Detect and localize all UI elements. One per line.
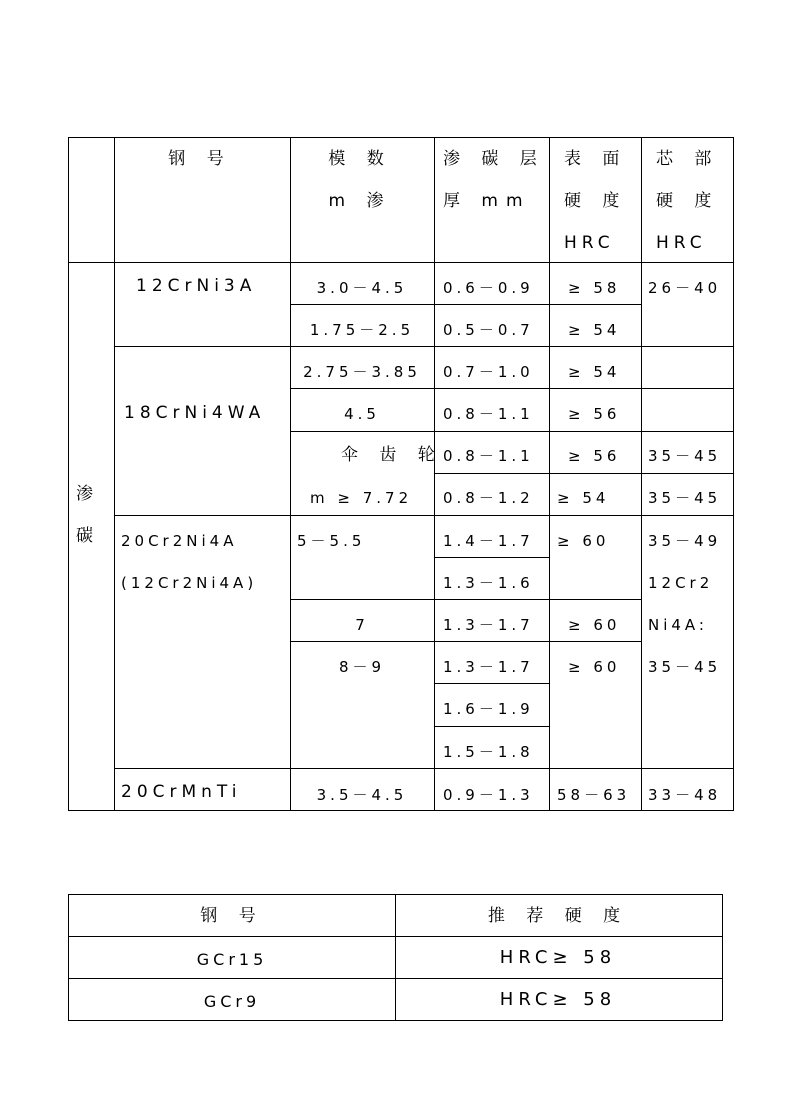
case-value: 1.5－1.8: [443, 743, 534, 761]
case-value: 1.3－1.6: [443, 574, 534, 592]
core-value: 33－48: [648, 786, 722, 804]
module-value: 1.75－2.5: [309, 321, 415, 339]
module-value: 8－9: [338, 658, 386, 676]
grade-label: 20CrMnTi: [121, 782, 242, 802]
surface-value: ≥ 60: [568, 616, 621, 634]
process-label-line2: 碳: [76, 526, 101, 546]
header-surface-line1: 表 面: [564, 149, 628, 169]
module-cell: [290, 515, 435, 600]
core-cell: [641, 346, 734, 389]
case-value: 1.4－1.7: [443, 532, 534, 550]
core-value: Ni4A:: [648, 616, 708, 634]
header-hardness: 推 荐 硬 度: [487, 906, 629, 926]
surface-value: ≥ 58: [568, 279, 621, 297]
case-value: 0.9－1.3: [443, 786, 534, 804]
header-module-line1: 模 数: [328, 149, 392, 169]
surface-value: ≥ 60: [557, 532, 610, 550]
header-core-line1: 芯 部: [656, 149, 720, 169]
grade-value: GCr9: [203, 992, 261, 1011]
header-surface-line3: HRC: [564, 233, 615, 253]
grade-cell: [114, 346, 291, 516]
core-cell: [641, 515, 734, 769]
case-value: 0.5－0.7: [443, 321, 534, 339]
core-value: 35－45: [648, 447, 722, 465]
module-value: 4.5: [344, 405, 380, 423]
module-value: 5－5.5: [297, 532, 366, 550]
header-core-line2: 硬 度: [656, 191, 720, 211]
header-steel-grade: 钢 号: [168, 149, 232, 169]
case-value: 1.3－1.7: [443, 658, 534, 676]
grade-label-alt: (12Cr2Ni4A): [121, 574, 258, 592]
hardness-value: HRC≥ 58: [499, 947, 617, 968]
header-surface-line2: 硬 度: [564, 191, 628, 211]
grade-value: GCr15: [196, 950, 268, 969]
core-value: 35－45: [648, 489, 722, 507]
core-value: 35－45: [648, 658, 722, 676]
grade-label: 12CrNi3A: [136, 276, 257, 296]
core-value: 26－40: [648, 279, 722, 297]
module-value: 2.75－3.85: [303, 363, 421, 381]
surface-value: 58－63: [557, 786, 631, 804]
header-case-line1: 渗 碳 层: [443, 149, 545, 169]
header-module-line2: m 渗: [328, 191, 392, 211]
core-cell: [641, 262, 734, 347]
hardness-value: HRC≥ 58: [499, 989, 617, 1010]
grade-label: 18CrNi4WA: [124, 403, 266, 423]
header-core-line3: HRC: [656, 233, 707, 253]
case-value: 0.6－0.9: [443, 279, 534, 297]
module-value: m ≥ 7.72: [310, 489, 413, 507]
case-value: 1.6－1.9: [443, 700, 534, 718]
case-value: 0.8－1.2: [443, 489, 534, 507]
surface-cell: [549, 515, 642, 600]
case-value: 0.7－1.0: [443, 363, 534, 381]
core-value: 12Cr2: [648, 574, 714, 592]
module-value: 伞 齿 轮: [341, 445, 443, 465]
process-label-line1: 渗: [76, 484, 101, 504]
case-value: 1.3－1.7: [443, 616, 534, 634]
module-value: 3.5－4.5: [316, 786, 408, 804]
grade-label: 20Cr2Ni4A: [121, 532, 238, 550]
surface-value: ≥ 54: [568, 321, 621, 339]
surface-value: ≥ 56: [568, 405, 621, 423]
module-value: 3.0－4.5: [316, 279, 408, 297]
core-cell: [641, 388, 734, 432]
grade-cell: [114, 515, 291, 769]
surface-value: ≥ 54: [568, 363, 621, 381]
header-case-line2: 厚 mm: [443, 191, 531, 211]
grade-cell: [114, 262, 291, 347]
header-cell-process: [68, 137, 115, 263]
surface-value: ≥ 60: [568, 658, 621, 676]
case-value: 0.8－1.1: [443, 447, 534, 465]
case-value: 0.8－1.1: [443, 405, 534, 423]
module-value: 7: [355, 616, 369, 634]
surface-value: ≥ 56: [568, 447, 621, 465]
core-value: 35－49: [648, 532, 722, 550]
surface-value: ≥ 54: [557, 489, 610, 507]
header-grade: 钢 号: [200, 906, 264, 926]
